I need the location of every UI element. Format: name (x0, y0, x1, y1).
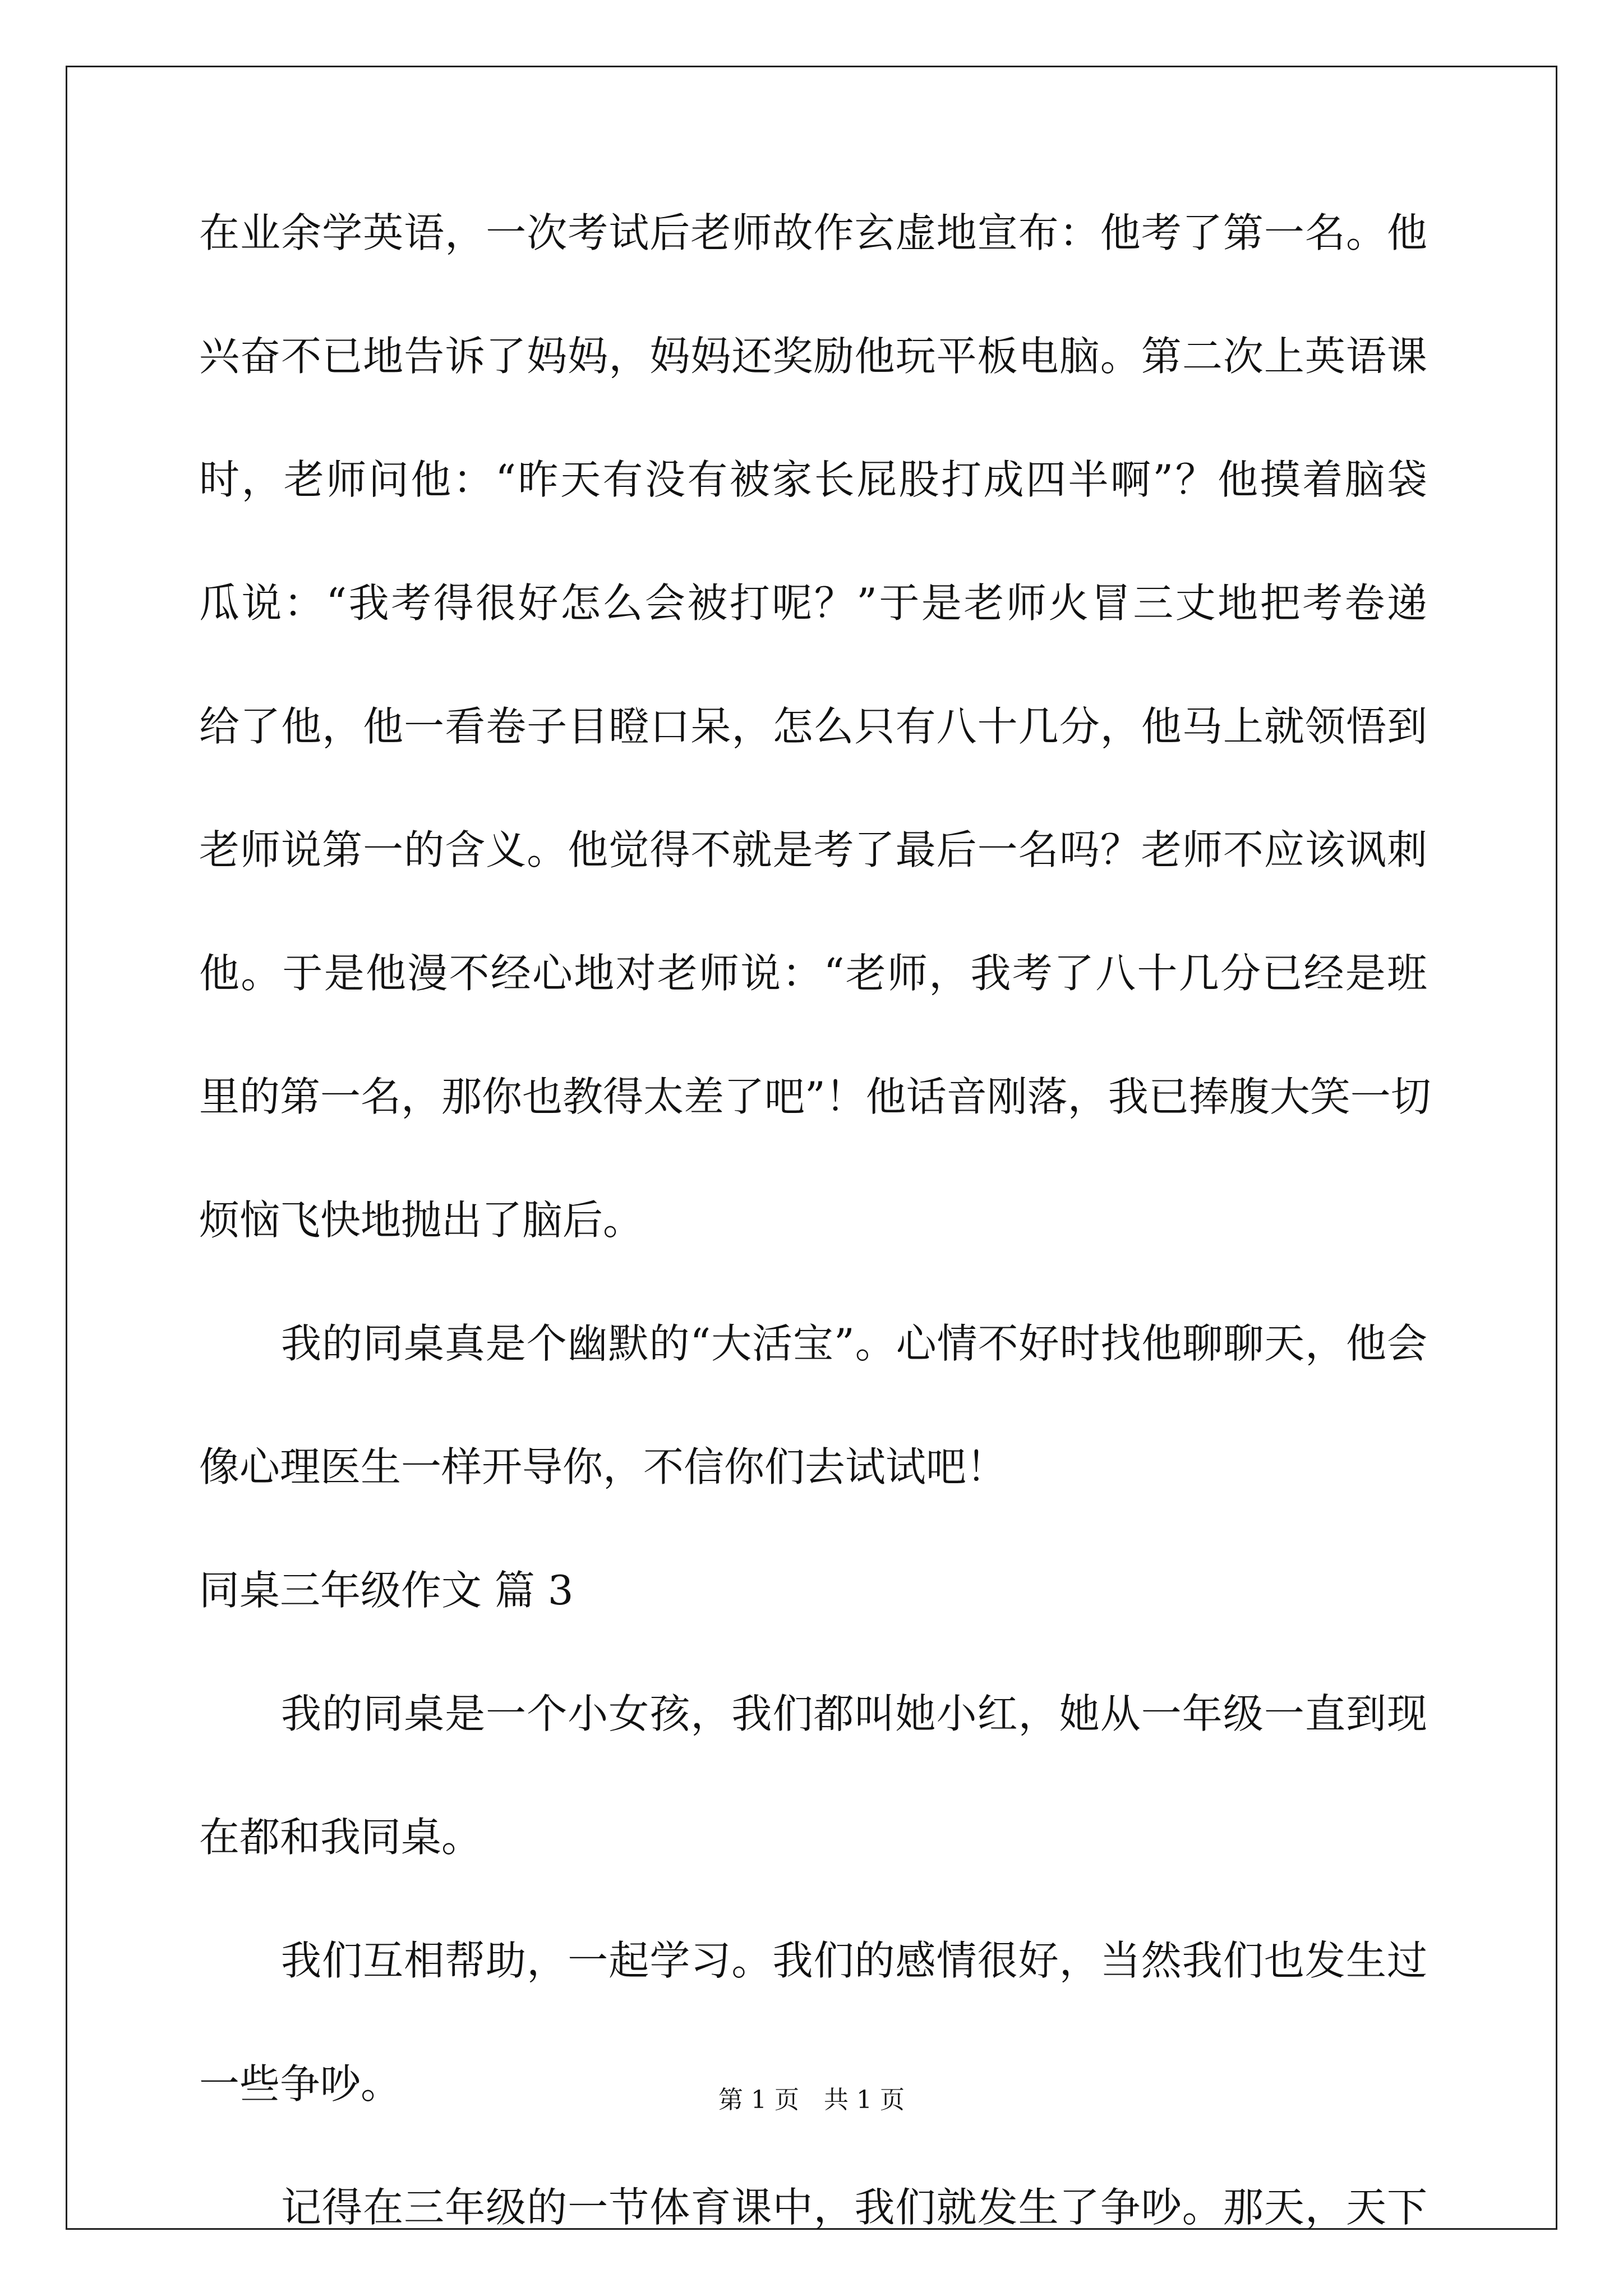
section-heading: 同桌三年级作文 篇 3 (199, 1567, 574, 1614)
paragraph-line: 烦恼飞快地抛出了脑后。 (199, 1197, 644, 1244)
paragraph-line: 里的第一名，那你也教得太差了吧”！他话音刚落，我已捧腹大笑一切 (199, 1073, 1431, 1120)
paragraph-line: 我们互相帮助，一起学习。我们的感情很好，当然我们也发生过 (281, 1937, 1427, 1984)
paragraph-line: 瓜说：“我考得很好怎么会被打呢？”于是老师火冒三丈地把考卷递 (199, 579, 1427, 627)
paragraph-line: 老师说第一的含义。他觉得不就是考了最后一名吗？老师不应该讽刺 (199, 826, 1427, 873)
paragraph-line: 兴奋不已地告诉了妈妈，妈妈还奖励他玩平板电脑。第二次上英语课 (199, 333, 1427, 380)
paragraph-line: 一些争吵。 (199, 2060, 402, 2108)
paragraph-line: 他。于是他漫不经心地对老师说：“老师，我考了八十几分已经是班 (199, 950, 1427, 997)
paragraph-line: 记得在三年级的一节体育课中，我们就发生了争吵。那天，天下 (281, 2184, 1427, 2231)
paragraph-line: 我的同桌真是个幽默的“大活宝”。心情不好时找他聊聊天，他会 (281, 1320, 1427, 1367)
paragraph-line: 我的同桌是一个小女孩，我们都叫她小红，她从一年级一直到现 (281, 1690, 1427, 1737)
paragraph-line: 在都和我同桌。 (199, 1814, 482, 1861)
paragraph-line: 时，老师问他：“昨天有没有被家长屁股打成四半啊”？他摸着脑袋 (199, 456, 1427, 503)
paragraph-line: 在业余学英语，一次考试后老师故作玄虚地宣布：他考了第一名。他 (199, 209, 1427, 256)
page-footer: 第 1 页 共 1 页 (718, 2086, 905, 2114)
paragraph-line: 像心理医生一样开导你，不信你们去试试吧！ (199, 1443, 1007, 1490)
paragraph-line: 给了他，他一看卷子目瞪口呆，怎么只有八十几分，他马上就领悟到 (199, 703, 1427, 750)
page-border (66, 66, 1557, 2230)
